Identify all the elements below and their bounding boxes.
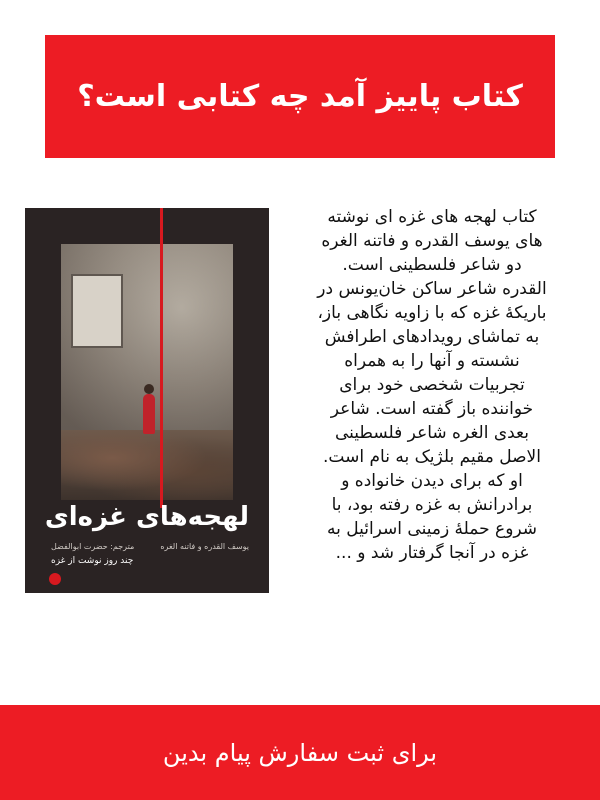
description-line: شروع حملهٔ زمینی اسرائیل به — [326, 519, 538, 539]
description-line: بعدی الغره شاعر فلسطینی — [334, 423, 529, 443]
cover-authors: یوسف القدره و فاتنه الغره — [160, 542, 249, 551]
cover-photo-window — [71, 274, 123, 348]
cover-translator: مترجم: حضرت ابوالفضل — [51, 542, 135, 551]
cover-red-line — [160, 208, 163, 508]
book-cover-image — [25, 208, 269, 593]
book-description — [282, 205, 582, 605]
cover-subtitle: چند روز نوشت از غزه — [51, 556, 134, 566]
description-line: غزه در آنجا گرفتار شد و ... — [335, 543, 529, 563]
description-line: خواننده باز گفته است. شاعر — [330, 399, 534, 419]
description-line: القدره شاعر ساکن خان‌یونس در — [317, 279, 547, 299]
description-line: های یوسف القدره و فاتنه الغره — [321, 231, 543, 251]
cover-photo — [61, 244, 233, 500]
description-line: الاصل مقیم بلژیک به نام است. — [323, 447, 541, 467]
cover-title: لهجه‌های غزه‌ای — [44, 502, 250, 532]
order-message: برای ثبت سفارش پیام بدین — [162, 738, 438, 767]
cover-photo-rubble — [61, 430, 233, 500]
title-banner — [45, 35, 555, 158]
publisher-logo-icon — [49, 573, 61, 585]
page-title: کتاب پاییز آمد چه کتابی است؟ — [77, 79, 523, 114]
cover-photo-child-head — [144, 384, 154, 394]
description-line: باریکهٔ غزه که با زاویه نگاهی باز، — [317, 303, 547, 323]
description-line: کتاب لهجه های غزه ای نوشته — [327, 207, 537, 227]
description-line: دو شاعر فلسطینی است. — [342, 255, 522, 275]
description-line: او که برای دیدن خانواده و — [341, 471, 523, 491]
description-line: برادرانش به غزه رفته بود، با — [331, 495, 533, 515]
footer-banner — [0, 705, 600, 800]
cover-photo-child — [143, 394, 155, 434]
description-line: نشسته و آنها را به همراه — [344, 351, 520, 371]
description-line: تجربیات شخصی خود برای — [339, 375, 525, 395]
description-line: به تماشای رویدادهای اطرافش — [324, 327, 540, 347]
